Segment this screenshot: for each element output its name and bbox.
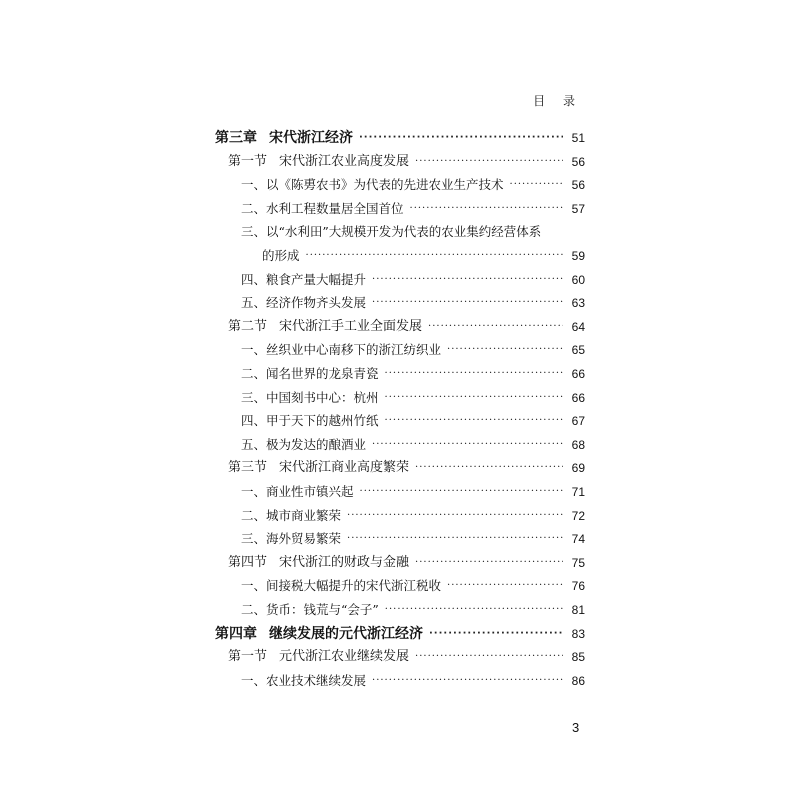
toc-entry-number: 第三章 — [215, 130, 257, 146]
toc-page-number: 81 — [571, 603, 585, 617]
toc-item-row — [241, 575, 585, 597]
toc-section-row — [228, 552, 585, 574]
toc-entry-label — [241, 481, 354, 503]
toc-entry-title: 四、粮食产量大幅提升 — [241, 271, 367, 287]
toc-entry-number: 第三节 — [228, 460, 268, 476]
toc-entry-title: 二、城市商业繁荣 — [241, 507, 342, 523]
toc-leader-dots — [385, 387, 563, 409]
toc-entry-label — [241, 505, 341, 527]
toc-page-number: 56 — [571, 178, 585, 193]
toc-leader-dots — [429, 623, 563, 645]
toc-page-number: 60 — [571, 272, 585, 287]
toc-page-number: 71 — [571, 485, 585, 499]
toc-leader-dots — [372, 434, 563, 456]
toc-entry-title: 一、商业性市镇兴起 — [241, 484, 354, 499]
toc-leader-dots — [415, 457, 563, 479]
toc-entry-title: 一、农业技术继续发展 — [241, 672, 367, 688]
toc-leader-dots — [428, 316, 563, 338]
toc-entry-title: 宋代浙江手工业全面发展 — [279, 318, 423, 334]
toc-entry-label — [241, 670, 366, 692]
toc-leader-dots — [410, 198, 563, 220]
toc-item-row — [241, 528, 585, 550]
toc-leader-dots — [360, 481, 563, 503]
toc-page-number: 83 — [571, 626, 585, 641]
toc-leader-dots — [372, 269, 563, 291]
toc-leader-dots — [372, 292, 563, 314]
toc-leader-dots — [510, 174, 563, 196]
toc-entry-label — [241, 174, 504, 196]
toc-entry-label — [241, 528, 341, 550]
toc-item-row — [241, 410, 585, 432]
toc-leader-dots — [447, 575, 563, 597]
toc-page-number: 66 — [571, 367, 585, 381]
toc-entry-title: 五、极为发达的酿酒业 — [241, 436, 367, 452]
toc-page-number: 64 — [571, 319, 585, 334]
toc-entry-title: 三、中国刻书中心：杭州 — [241, 389, 379, 405]
toc-page-number: 68 — [571, 437, 585, 452]
toc-chapter-row — [215, 127, 585, 149]
toc-entry-number: 第二节 — [228, 318, 268, 334]
toc-page-number: 56 — [571, 154, 585, 169]
toc-entry-number: 第四章 — [215, 625, 257, 642]
toc-section-row — [228, 457, 585, 479]
toc-page-number: 67 — [571, 414, 585, 429]
toc-entry-title: 宋代浙江商业高度繁荣 — [279, 460, 410, 476]
toc-section-row — [228, 646, 585, 668]
toc-item-row — [241, 363, 585, 385]
toc-item-row — [241, 599, 585, 621]
toc-section-row — [228, 151, 585, 173]
toc-page-number: 57 — [571, 201, 585, 216]
toc-entry-label — [241, 221, 541, 243]
toc-leader-dots — [447, 339, 563, 361]
toc-entry-label — [241, 575, 441, 597]
toc-entry-title: 二、货币：钱荒与“会子” — [241, 602, 379, 617]
toc-entry-title: 宋代浙江经济 — [269, 130, 353, 146]
toc-entry-title: 一、丝织业中心南移下的浙江纺织业 — [241, 342, 442, 358]
toc-page-number: 85 — [571, 650, 585, 665]
toc-leader-dots — [347, 505, 563, 527]
toc-page-number: 74 — [571, 532, 585, 547]
toc-entry-title: 二、闻名世界的龙泉青瓷 — [241, 366, 379, 381]
toc-leader-dots — [415, 151, 563, 173]
toc-leader-dots — [372, 670, 563, 692]
toc-page-number: 51 — [571, 131, 585, 145]
toc-entry-label — [228, 151, 409, 173]
toc-entry-number: 第一节 — [228, 153, 268, 169]
toc-entry-title: 二、水利工程数量居全国首位 — [241, 200, 404, 216]
toc-item-row — [241, 292, 585, 314]
toc-page-number: 66 — [571, 390, 585, 405]
toc-entry-title: 四、甲于天下的越州竹纸 — [241, 413, 379, 429]
toc-section-row — [228, 316, 585, 338]
toc-entry-label — [228, 646, 409, 668]
toc-item-row — [241, 387, 585, 409]
toc-entry-title: 元代浙江农业继续发展 — [279, 649, 410, 665]
toc-entry-title: 三、以“水利田”大规模开发为代表的农业集约经营体系 — [241, 224, 542, 240]
toc-item-row — [241, 434, 585, 456]
toc-page-number: 69 — [571, 461, 585, 476]
toc-leader-dots — [385, 410, 563, 432]
toc-entry-label — [241, 434, 366, 456]
toc-entry-label — [215, 127, 353, 149]
toc-leader-dots — [306, 245, 563, 267]
toc-page-number: 63 — [571, 296, 585, 311]
toc-entry-title: 三、海外贸易繁荣 — [241, 531, 342, 547]
toc-entry-label — [215, 623, 423, 645]
toc-page-number: 75 — [571, 555, 585, 570]
toc-entry-title: 五、经济作物齐头发展 — [241, 295, 367, 311]
toc-entry-number: 第一节 — [228, 649, 268, 665]
toc-entry-title: 宋代浙江的财政与金融 — [279, 554, 410, 570]
toc-item-row — [241, 481, 585, 503]
toc-entry-label — [228, 316, 422, 338]
toc-entry-label — [241, 198, 404, 220]
toc-leader-dots — [385, 599, 563, 621]
toc-entry-label — [241, 269, 366, 291]
toc-entry-label — [228, 552, 409, 574]
toc-leader-dots — [415, 552, 563, 574]
toc-page-number: 65 — [571, 343, 585, 358]
toc-entry-label — [262, 245, 300, 267]
toc-page-number: 86 — [571, 673, 585, 688]
page-number: 3 — [572, 720, 580, 735]
toc-item-row — [241, 198, 585, 220]
toc-item-row — [241, 269, 585, 291]
toc-item-row — [241, 221, 585, 243]
toc-item-row — [241, 505, 585, 527]
toc-item-row — [241, 339, 585, 361]
toc-entry-label — [241, 363, 379, 385]
toc-entry-title: 一、以《陈旉农书》为代表的先进农业生产技术 — [241, 177, 504, 193]
toc-entry-title: 继续发展的元代浙江经济 — [269, 625, 423, 642]
toc-entry-label — [241, 292, 366, 314]
toc-leader-dots — [385, 363, 563, 385]
toc-page-number: 76 — [571, 579, 585, 594]
toc-item-row — [241, 670, 585, 692]
toc-entry-title: 的形成 — [262, 248, 300, 263]
toc-entry-label — [228, 457, 409, 479]
toc-item-row — [262, 245, 585, 267]
toc-entry-label — [241, 599, 379, 621]
toc-page-number: 59 — [571, 249, 585, 263]
toc-entry-title: 宋代浙江农业高度发展 — [279, 153, 410, 169]
toc-page-number: 72 — [571, 508, 585, 523]
toc-entry-number: 第四节 — [228, 554, 268, 570]
toc-leader-dots — [347, 528, 563, 550]
toc-leader-dots — [359, 127, 563, 149]
toc-entry-label — [241, 387, 379, 409]
toc-entry-label — [241, 339, 441, 361]
running-head: 目 录 — [533, 94, 582, 108]
toc-entry-title: 一、间接税大幅提升的宋代浙江税收 — [241, 578, 442, 594]
toc-entry-label — [241, 410, 379, 432]
toc-leader-dots — [415, 646, 563, 668]
toc-item-row — [241, 174, 585, 196]
toc-chapter-row — [215, 623, 585, 645]
